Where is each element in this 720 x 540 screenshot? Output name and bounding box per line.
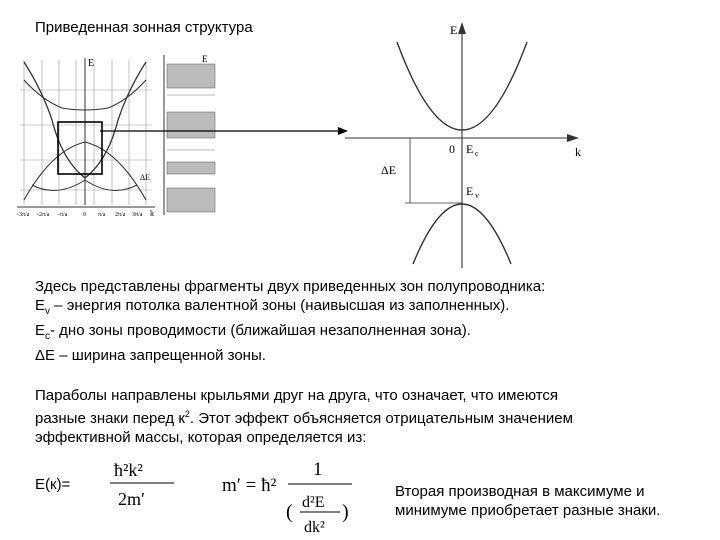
energy-formula xyxy=(108,455,178,513)
mass-line: эффективной массы, которая определяется из: xyxy=(35,429,367,446)
figure-x-ticks xyxy=(17,212,143,218)
figure-e-label: E xyxy=(88,58,95,69)
mass-numerator: 1 xyxy=(313,459,323,480)
origin-label: 0 xyxy=(449,142,455,156)
ev-definition xyxy=(35,296,685,321)
sign-text-b: . Этот эффект объясняется отрицательным значением xyxy=(189,410,573,427)
figure-k-label: k xyxy=(150,209,154,218)
ev-label: E xyxy=(466,184,474,198)
pointer-arrow xyxy=(100,124,350,138)
ev-subscript-text: v xyxy=(45,306,51,317)
ev-symbol: E xyxy=(35,297,46,314)
ec-definition-text: - дно зоны проводимости (ближайшая незаполненная зона). xyxy=(50,322,471,339)
mass-d2e: d²E xyxy=(302,494,325,511)
x-tick: -2π/a xyxy=(37,212,50,218)
gap-definition: ΔE – ширина запрещенной зоны. xyxy=(35,347,266,364)
k-squared-sup: 2 xyxy=(184,409,190,419)
ec-symbol: E xyxy=(35,322,46,339)
k-axis-label: k xyxy=(575,145,581,159)
x-tick: 2π/a xyxy=(115,212,126,218)
ec-subscript: c xyxy=(475,149,479,158)
x-tick: π/a xyxy=(98,212,106,218)
highlight-box xyxy=(58,122,102,174)
sign-line xyxy=(35,405,695,428)
x-tick: -3π/a xyxy=(17,212,30,218)
mass-dk2: dk² xyxy=(304,519,325,536)
effective-mass-formula xyxy=(220,452,360,540)
sign-text-a: разные знаки перед к xyxy=(35,410,185,427)
close-paren: ) xyxy=(342,501,349,523)
ec-label: E xyxy=(466,142,474,156)
panel-e-label: E xyxy=(202,54,208,64)
k-axis-arrow xyxy=(567,134,579,142)
ev-definition-text: – энергия потолка валентной зоны (наивысшая из заполненных). xyxy=(50,297,510,314)
open-paren: ( xyxy=(286,501,293,523)
slide-title: Приведенная зонная структура xyxy=(35,19,253,36)
energy-numerator: ħ²k² xyxy=(114,460,143,480)
gap-label: ΔE xyxy=(381,163,397,177)
ec-subscript-text: c xyxy=(45,331,51,342)
second-derivative-note xyxy=(395,482,715,520)
parabola-line: Параболы направлены крыльями друг на друга, что означает, что имеются xyxy=(35,387,559,404)
x-tick: 3π/a xyxy=(132,212,143,218)
figure-delta-label: ΔE xyxy=(140,173,151,182)
e-axis-label: E xyxy=(450,23,458,37)
e-axis-arrow xyxy=(458,22,466,34)
note-line-1: Вторая производная в максимуме и xyxy=(395,483,645,500)
mass-lhs: m′ = ħ² xyxy=(222,475,277,496)
x-tick: -π/a xyxy=(58,212,68,218)
x-tick: 0 xyxy=(83,212,86,218)
effective-mass-paragraph xyxy=(35,386,695,447)
ev-subscript: v xyxy=(475,191,479,200)
energy-formula-label: E(к)= xyxy=(35,476,71,493)
note-line-2: минимуме приобретает разные знаки. xyxy=(395,502,661,519)
band-gap-diagram xyxy=(345,14,615,270)
definitions-intro: Здесь представлены фрагменты двух приведенных зон полупроводника: xyxy=(35,278,546,295)
definitions-paragraph xyxy=(35,277,685,365)
energy-denominator: 2m′ xyxy=(118,489,145,509)
ec-definition xyxy=(35,321,685,346)
